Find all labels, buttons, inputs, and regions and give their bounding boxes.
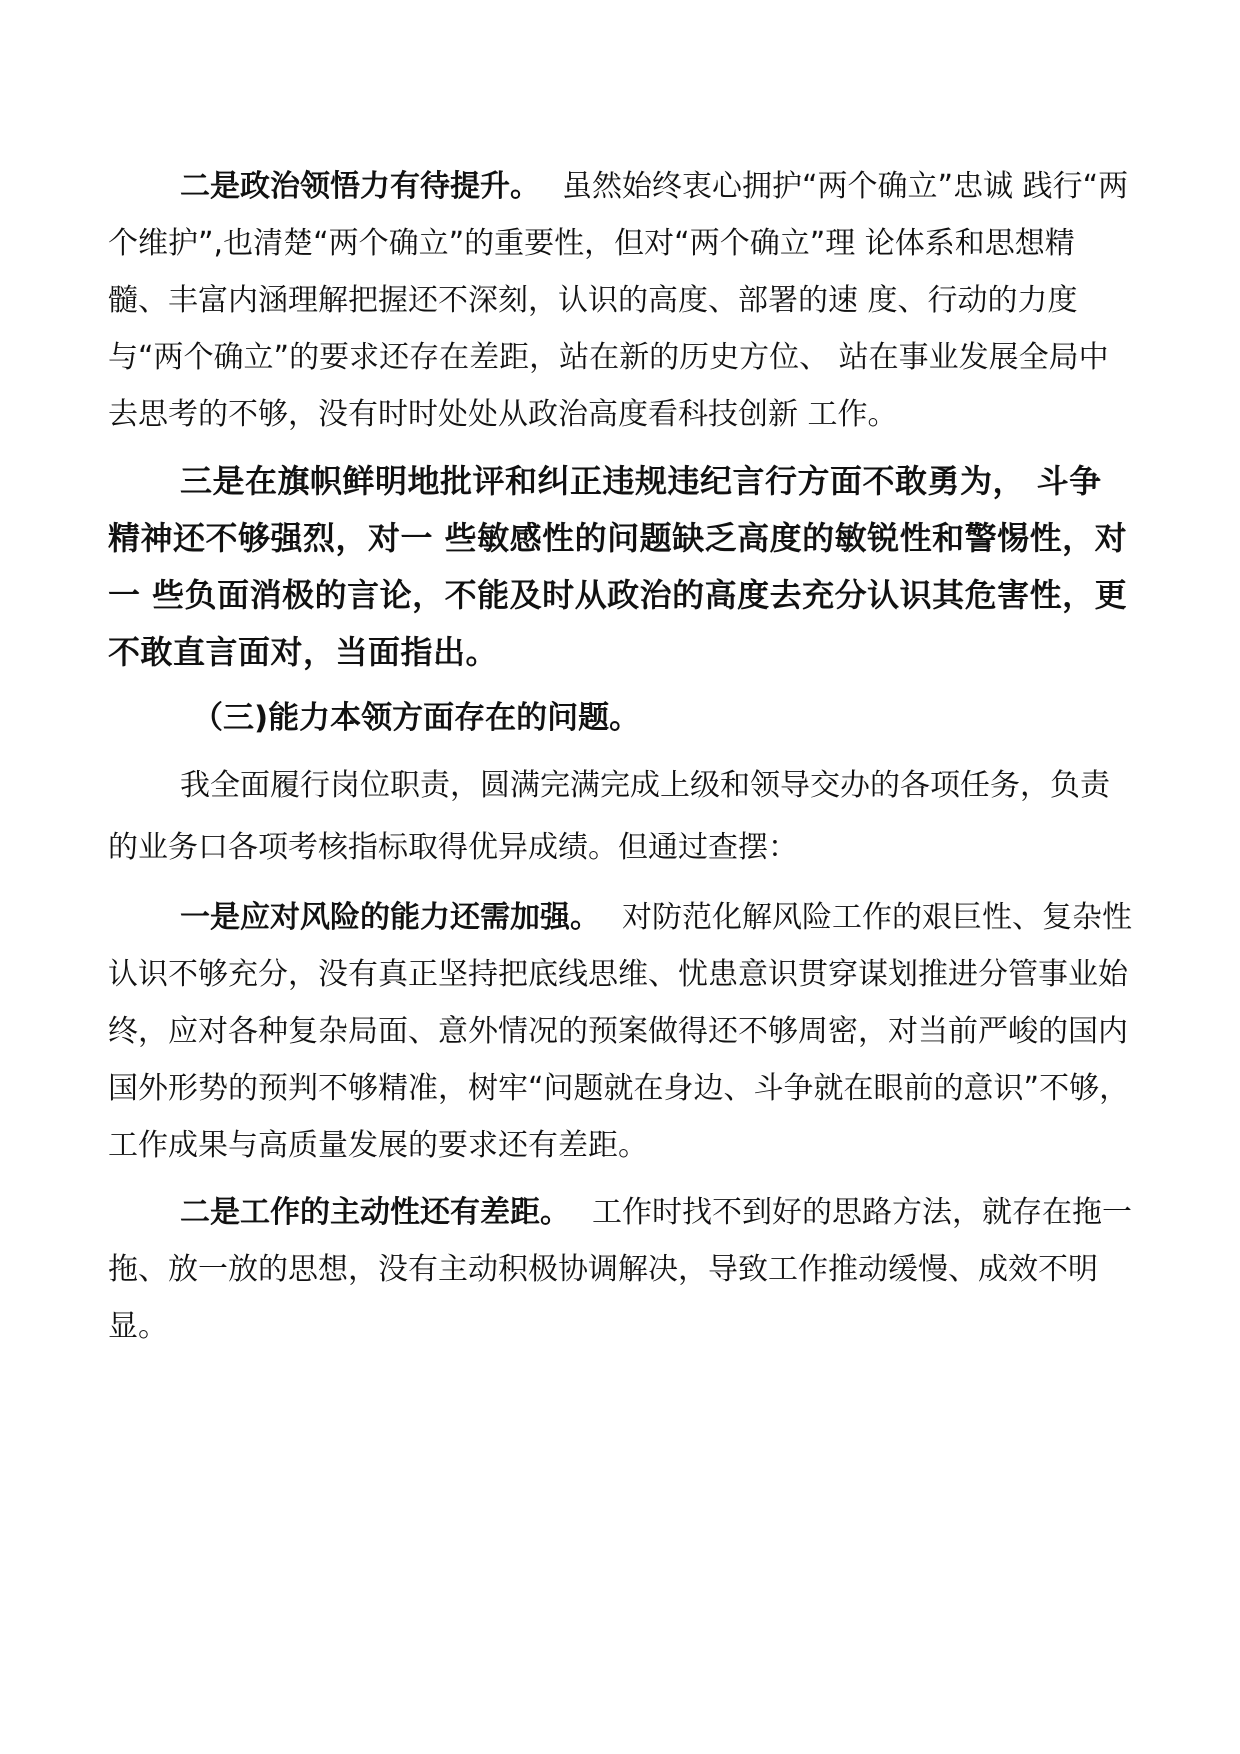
paragraph-lead: 二是政治领悟力有待提升。 (180, 169, 540, 204)
section-heading-ability: （三)能力本领方面存在的问题。 (192, 700, 641, 736)
paragraph-body: 工作时找不到好的思路方法，就存在拖一拖、放一放的思想，没有主动积极协调解决，导致工作推动缓慢、成效不明显。 (108, 1195, 1132, 1344)
paragraph-criticism-courage: 三是在旗帜鲜明地批评和纠正违规违纪言行方面不敢勇为， 斗争精神还不够强烈，对一 些敏感性的问题缺乏高度的敏锐性和警惕性，对一 些负面消极的言论，不能及时从政治的高度去充分认识其危害性，更不敢直言面对，当面指出。 (108, 462, 1128, 671)
document-page (108, 158, 1133, 1355)
paragraph-duty-summary: 我全面履行岗位职责，圆满完满完成上级和领导交办的各项任务，负责的业务口各项考核指标取得优异成绩。但通过查摆： (108, 768, 1110, 865)
paragraph-body: 虽然始终衷心拥护“两个确立”忠诚 践行“两个维护”,也清楚“两个确立”的重要性，但对“两个确立”理 论体系和思想精髓、丰富内涵理解把握还不深刻，认识的高度、部署的速 度、行动的力度与“两个确立”的要求还存在差距，站在新的历史方位、 站在事业发展全局中去思考的不够，没有时时处处从政治高度看科技创新 工作。 (108, 169, 1129, 432)
paragraph-lead: 二是工作的主动性还有差距。 (180, 1195, 570, 1230)
paragraph-lead: 一是应对风险的能力还需加强。 (180, 900, 600, 935)
paragraph-political-understanding (108, 158, 1133, 443)
paragraph-body: 对防范化解风险工作的艰巨性、复杂性认识不够充分，没有真正坚持把底线思维、忧患意识贯穿谋划推进分管事业始终，应对各种复杂局面、意外情况的预案做得还不够周密，对当前严峻的国内国外形势的预判不够精准，树牢“问题就在身边、斗争就在眼前的意识”不够，工作成果与高质量发展的要求还有差距。 (108, 900, 1132, 1163)
paragraph-work-initiative (108, 1184, 1133, 1355)
paragraph-risk-ability (108, 889, 1133, 1174)
